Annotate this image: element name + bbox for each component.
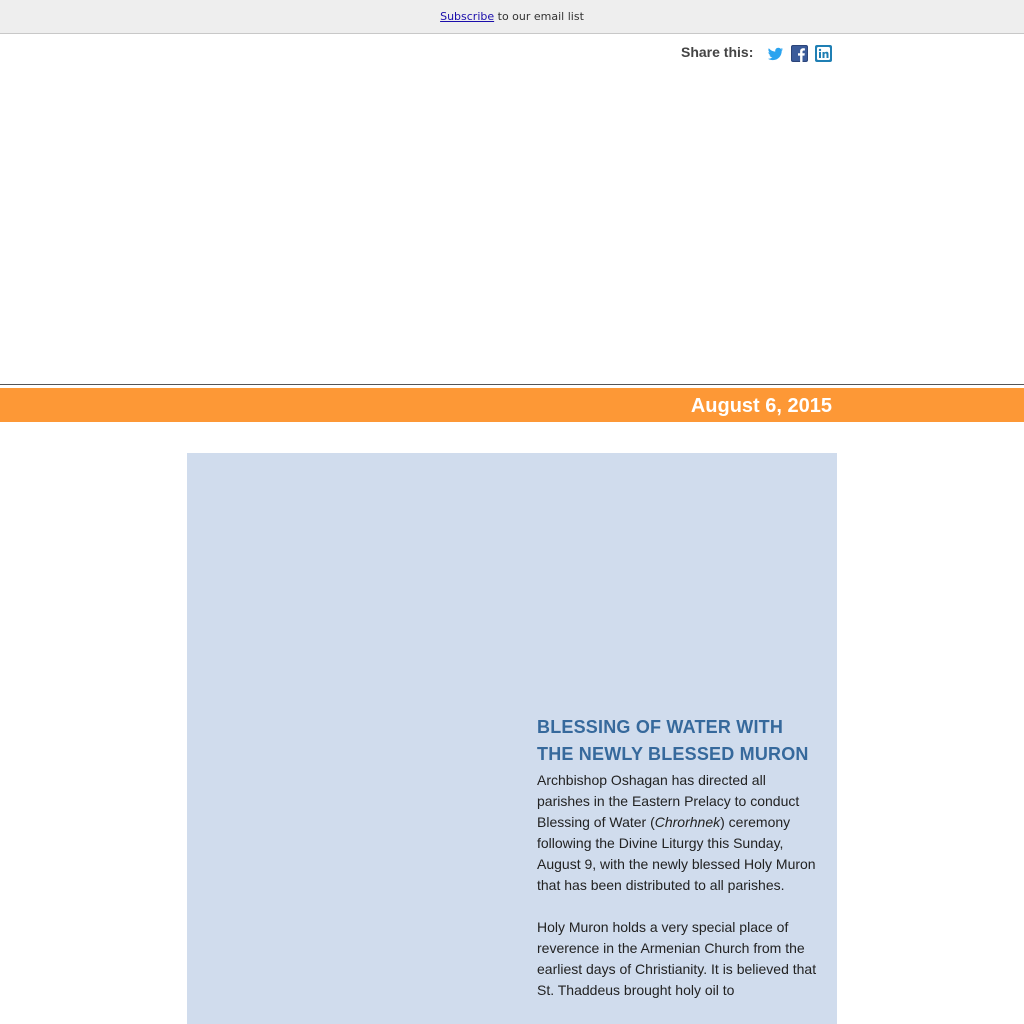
p1-italic-term: Chrorhnek	[654, 814, 721, 830]
p1-text-start: Archbishop Oshagan has directed all parishes in the Eastern Prelacy to conduct Blessing of Water (	[537, 772, 800, 830]
facebook-icon[interactable]	[791, 45, 808, 62]
subscribe-bar	[0, 0, 1024, 34]
article-panel	[187, 453, 837, 1024]
twitter-icon[interactable]	[767, 45, 784, 62]
subscribe-suffix: to our email list	[494, 10, 584, 23]
issue-date: August 6, 2015	[690, 395, 832, 417]
share-label: Share this:	[681, 44, 754, 60]
subscribe-line	[0, 10, 1024, 23]
article-title: BLESSING OF WATER WITH THE NEWLY BLESSED MURON	[537, 717, 809, 764]
header-divider	[0, 384, 1024, 385]
subscribe-link[interactable]: Subscribe	[440, 10, 495, 23]
article-column	[537, 714, 817, 1001]
p1-text-end: ) ceremony following the Divine Liturgy this Sunday, August 9, with the newly blessed Holy Muron that has been distributed to all parishes.	[537, 814, 816, 893]
article-paragraph-2: Holy Muron holds a very special place of reverence in the Armenian Church from the earliest days of Christianity. It is believed that St. Thaddeus brought holy oil to	[537, 919, 817, 998]
date-band	[0, 388, 1024, 422]
linkedin-icon[interactable]	[815, 45, 832, 62]
article-paragraph-1	[537, 770, 817, 896]
